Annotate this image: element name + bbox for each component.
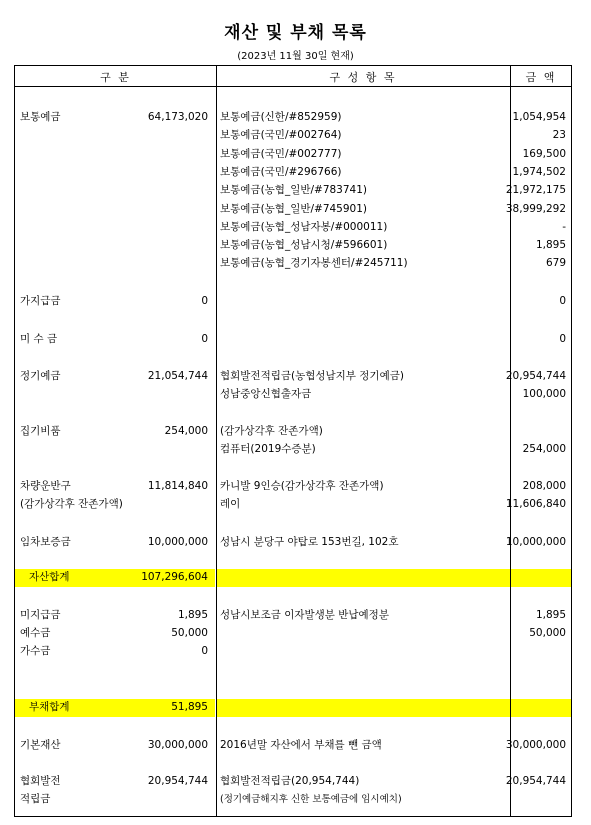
- item-description: 협회발전적립금(20,954,744): [220, 775, 360, 787]
- item-amount: 20,954,744: [505, 370, 566, 382]
- row-total: 21,054,744: [147, 370, 208, 382]
- item-description: 보통예금(농협_경기자봉센터/#245711): [220, 257, 408, 270]
- item-amount: 21,972,175: [505, 184, 566, 197]
- row-total: 254,000: [164, 425, 208, 437]
- item-description: 성남시 분당구 야탑로 153번길, 102호: [220, 536, 399, 548]
- row-total: 10,000,000: [147, 536, 208, 548]
- row-label: 미지급금: [20, 609, 61, 621]
- item-description: 보통예금(국민/#296766): [220, 165, 342, 178]
- row-total: 1,895: [177, 609, 208, 621]
- item-description: 보통예금(농협_성남시청/#596601): [220, 239, 388, 252]
- item-amount: -: [562, 220, 566, 233]
- column-divider: [510, 66, 511, 816]
- item-amount: 1,974,502: [512, 165, 566, 178]
- item-description: 성남시보조금 이자발생분 반납예정분: [220, 609, 389, 621]
- item-amount: 679: [545, 257, 566, 270]
- row-label: 집기비품: [20, 425, 61, 437]
- document-title: 재산 및 부채 목록: [224, 23, 367, 43]
- header-items: 구 성 항 목: [329, 71, 397, 84]
- asset-liability-table: [14, 65, 572, 817]
- row-total: 0: [201, 333, 208, 345]
- row-label: 가수금: [20, 645, 51, 657]
- header-amount: 금 액: [525, 71, 557, 84]
- item-description: 보통예금(농협_성남자봉/#000011): [220, 220, 388, 233]
- row-label: 보통예금: [20, 111, 61, 123]
- item-amount: 38,999,292: [505, 202, 566, 215]
- item-amount: 254,000: [522, 443, 566, 456]
- item-amount: 100,000: [522, 388, 566, 401]
- item-amount: 23: [552, 129, 566, 142]
- document-date: (2023년 11월 30일 현재): [237, 51, 354, 62]
- row-total: 51,895: [171, 701, 208, 713]
- row-label: 협회발전: [20, 775, 61, 787]
- item-description: 협회발전적립금(농협성남지부 정기예금): [220, 370, 404, 382]
- asset-total-highlight: [15, 569, 571, 587]
- row-label: 가지급금: [20, 295, 61, 307]
- row-label: 예수금: [20, 627, 51, 639]
- row-label: 정기예금: [20, 370, 61, 382]
- row-label: 차량운반구: [20, 480, 71, 492]
- item-amount: 0: [559, 295, 566, 307]
- row-label-sub: (감가상각후 잔존가액): [20, 498, 123, 511]
- row-label: 자산합계: [29, 571, 70, 583]
- item-amount: 30,000,000: [505, 739, 566, 751]
- item-amount: 50,000: [529, 627, 566, 639]
- item-amount: 208,000: [522, 480, 566, 492]
- item-description: 보통예금(국민/#002764): [220, 129, 342, 142]
- header-category: 구 분: [100, 71, 131, 84]
- row-label: 기본재산: [20, 739, 61, 751]
- item-description: 보통예금(국민/#002777): [220, 147, 342, 160]
- item-description: 보통예금(신한/#852959): [220, 111, 342, 123]
- item-amount: 11,606,840: [505, 498, 566, 511]
- item-description: (감가상각후 잔존가액): [220, 425, 323, 437]
- item-amount: 0: [559, 333, 566, 345]
- row-total: 64,173,020: [147, 111, 208, 123]
- table-header: [15, 66, 571, 87]
- item-description: 2016년말 자산에서 부채를 뺀 금액: [220, 739, 382, 751]
- item-description: 보통예금(농협_일반/#745901): [220, 202, 368, 215]
- row-total: 0: [201, 295, 208, 307]
- row-total: 11,814,840: [147, 480, 208, 492]
- item-amount: 1,895: [535, 239, 566, 252]
- item-description: 컴퓨터(2019수증분): [220, 443, 316, 456]
- item-amount: 1,895: [535, 609, 566, 621]
- item-description: (정기예금해지후 신한 보통예금에 임시예치): [220, 794, 402, 806]
- row-total: 50,000: [171, 627, 208, 639]
- item-amount: 10,000,000: [505, 536, 566, 548]
- row-label: 미 수 금: [20, 333, 58, 345]
- row-label: 임차보증금: [20, 536, 71, 548]
- item-description: 보통예금(농협_일반/#783741): [220, 184, 368, 197]
- item-description: 레이: [220, 498, 241, 511]
- row-label-sub: 적립금: [20, 793, 51, 806]
- column-divider: [216, 66, 217, 816]
- item-description: 카니발 9인승(감가상각후 잔존가액): [220, 480, 384, 492]
- row-total: 107,296,604: [141, 571, 208, 583]
- item-amount: 20,954,744: [505, 775, 566, 787]
- liability-total-highlight: [15, 699, 571, 717]
- row-total: 20,954,744: [147, 775, 208, 787]
- item-amount: 1,054,954: [512, 111, 566, 123]
- row-label: 부채합계: [29, 701, 70, 713]
- row-total: 0: [201, 645, 208, 657]
- item-amount: 169,500: [522, 147, 566, 160]
- item-description: 성남중앙신협출자금: [220, 388, 312, 401]
- row-total: 30,000,000: [147, 739, 208, 751]
